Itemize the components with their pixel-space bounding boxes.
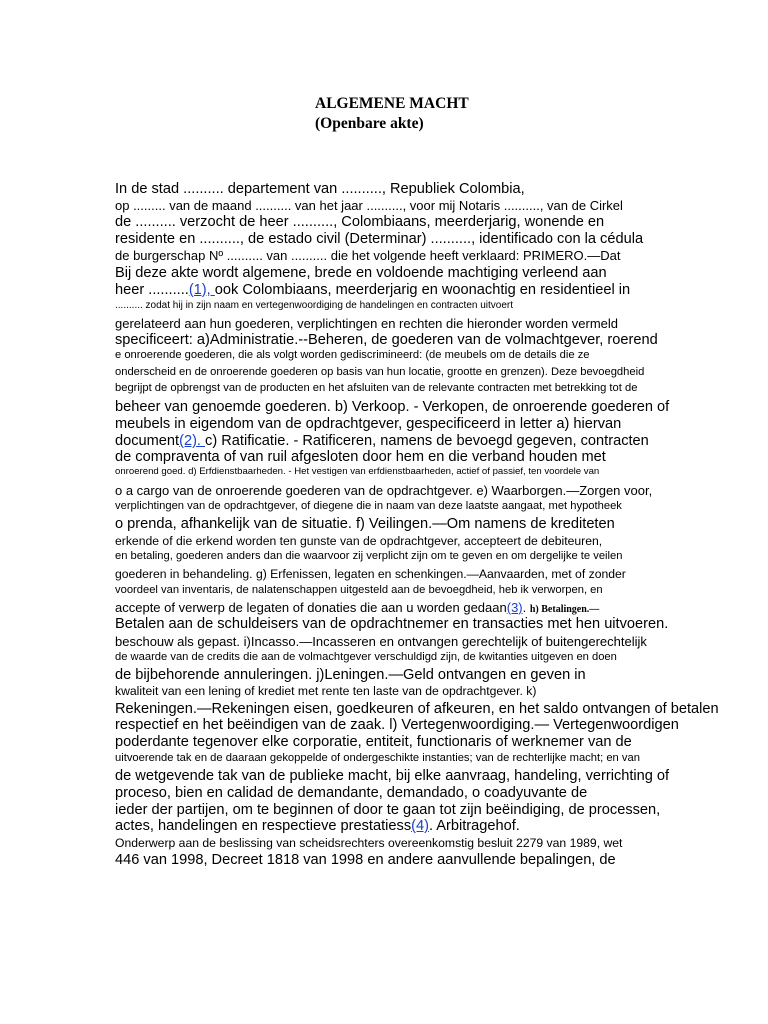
text-line-6: Bij deze akte wordt algemene, brede en voldoende machtiging verleend aan [115, 265, 607, 281]
text-line-29: de waarde van de credits die aan de volmachtgever verschuldigd zijn, de kwitanties uitgeven en doen [115, 651, 617, 663]
text-line-40: Onderwerp aan de beslissing van scheidsrechters overeenkomstig besluit 2279 van 1989, wet [115, 836, 623, 850]
text-line-9: gerelateerd aan hun goederen, verplichtingen en rechten die hieronder worden vermeld [115, 316, 619, 331]
text-line-1: In de stad .......... departement van .........., Republiek Colombia, [115, 181, 525, 197]
text-line-38: ieder der partijen, om te beginnen of door te gaan tot zijn beëindiging, de processen, [115, 802, 661, 818]
text-line-10: specificeert: a)Administratie.--Beheren, de goederen van de volmachtgever, roerend [115, 332, 658, 348]
text-segment: heer .......... [115, 282, 189, 298]
text-line-4: residente en .........., de estado civil (Determinar) .........., identificado con la cédula [115, 231, 644, 247]
text-line-32: Rekeningen.—Rekeningen eisen, goedkeuren of afkeuren, en het saldo ontvangen of betalen [115, 701, 719, 717]
text-line-11: e onroerende goederen, die als volgt worden gediscrimineerd: (de meubels om de details die ze [115, 349, 590, 361]
text-segment: . Arbitragehof. [428, 818, 520, 834]
text-line-21: o prenda, afhankelijk van de situatie. f) Veilingen.—Om namens de krediteten [115, 516, 615, 532]
title-subtitle: (Openbare akte) [315, 115, 424, 132]
text-line-28: beschouw als gepast. i)Incasso.—Incasseren en ontvangen gerechtelijk of buitengerechtelijk [115, 634, 647, 649]
footnote-link-4[interactable]: (4) [411, 818, 429, 834]
footnote-link-2[interactable]: (2). [179, 433, 206, 449]
text-line-39 [115, 818, 520, 834]
text-line-13: begrijpt de opbrengst van de producten en het afsluiten van de relevante contracten met betrekking tot de [115, 382, 638, 394]
text-line-24: goederen in behandeling. g) Erfenissen, legaten en schenkingen.—Aanvaarden, met of zonder [115, 567, 626, 581]
document-title [315, 94, 469, 134]
text-line-18: onroerend goed. d) Erfdienstbaarheden. - Het vestigen van erfdienstbaarheden, actief of passief, ten voordele van [115, 466, 600, 477]
text-segment: actes, handelingen en respectieve prestatiess [115, 818, 412, 834]
text-line-20: verplichtingen van de opdrachtgever, of diegene die in naam van deze laatste aangaat, met hypotheek [115, 500, 622, 512]
text-line-3: de .......... verzocht de heer .........., Colombiaans, meerderjarig, wonende en [115, 214, 605, 230]
text-segment: . [522, 600, 530, 615]
text-line-26 [115, 600, 599, 615]
text-line-41: 446 van 1998, Decreet 1818 van 1998 en andere aanvullende bepalingen, de [115, 852, 616, 868]
text-line-8: .......... zodat hij in zijn naam en vertegenwoordiging de handelingen en contracten uitvoert [115, 300, 514, 311]
text-line-15: meubels in eigendom van de opdrachtgever, gespecificeerd in letter a) hiervan [115, 416, 622, 432]
footnote-link-1[interactable]: (1), [188, 282, 215, 298]
text-line-23: en betaling, goederen anders dan die waarvoor zij verplicht zijn om te geven en om dergelijke te veilen [115, 550, 623, 562]
footnote-link-3[interactable]: (3) [506, 600, 523, 615]
text-line-7 [115, 282, 630, 298]
text-line-22: erkende of die erkend worden ten gunste van de opdrachtgever, accepteert de debiteuren, [115, 534, 603, 548]
text-segment-betalingen: h) Betalingen.— [529, 604, 600, 615]
text-line-37: proceso, bien en calidad de demandante, demandado, o coadyuvante de [115, 785, 588, 801]
text-line-19: o a cargo van de onroerende goederen van de opdrachtgever. e) Waarborgen.—Zorgen voor, [115, 483, 653, 498]
text-line-27: Betalen aan de schuldeisers van de opdrachtnemer en transacties met hen uitvoeren. [115, 616, 669, 632]
text-line-35: uitvoerende tak en de daaraan gekoppelde of ondergeschikte instanties; van de rechterlijke macht; en van [115, 752, 640, 764]
text-line-36: de wetgevende tak van de publieke macht, bij elke aanvraag, handeling, verrichting of [115, 768, 670, 784]
text-line-12: onderscheid en de onroerende goederen op basis van hun locatie, grootte en grenzen). Deze bevoegdheid [115, 366, 645, 378]
text-line-33: respectief en het beëindigen van de zaak. l) Vertegenwoordiging.— Vertegenwoordigen [115, 717, 679, 733]
text-segment: document [115, 433, 180, 449]
text-segment: ook Colombiaans, meerderjarig en woonachtig en residentieel in [214, 282, 631, 298]
text-line-34: poderdante tegenover elke corporatie, entiteit, functionaris of werknemer van de [115, 734, 632, 750]
text-line-17: de compraventa of van ruil afgesloten door hem en die verband houden met [115, 449, 606, 465]
text-line-14: beheer van genoemde goederen. b) Verkoop. - Verkopen, de onroerende goederen of [115, 399, 670, 415]
text-line-16 [115, 433, 649, 449]
text-segment: c) Ratificatie. - Ratificeren, namens de bevoegd gegeven, contracten [205, 433, 649, 449]
text-line-2: op ......... van de maand .......... van het jaar .........., voor mij Notaris .........., van de Cirkel [115, 198, 623, 213]
title-main: ALGEMENE MACHT [315, 95, 469, 112]
text-line-31: kwaliteit van een lening of krediet met rente ten laste van de opdrachtgever. k) [115, 684, 537, 698]
text-line-25: voordeel van inventaris, de nalatenschappen uitgesteld aan de bevoegdheid, heb ik verworpen, en [115, 584, 603, 596]
text-segment: accepte of verwerp de legaten of donaties die aan u worden gedaan [115, 600, 507, 615]
text-line-5: de burgerschap Nº .......... van .......... die het volgende heeft verklaard: PRIMERO.—Dat [115, 248, 621, 263]
text-line-30: de bijbehorende annuleringen. j)Leningen.—Geld ontvangen en geven in [115, 667, 586, 683]
